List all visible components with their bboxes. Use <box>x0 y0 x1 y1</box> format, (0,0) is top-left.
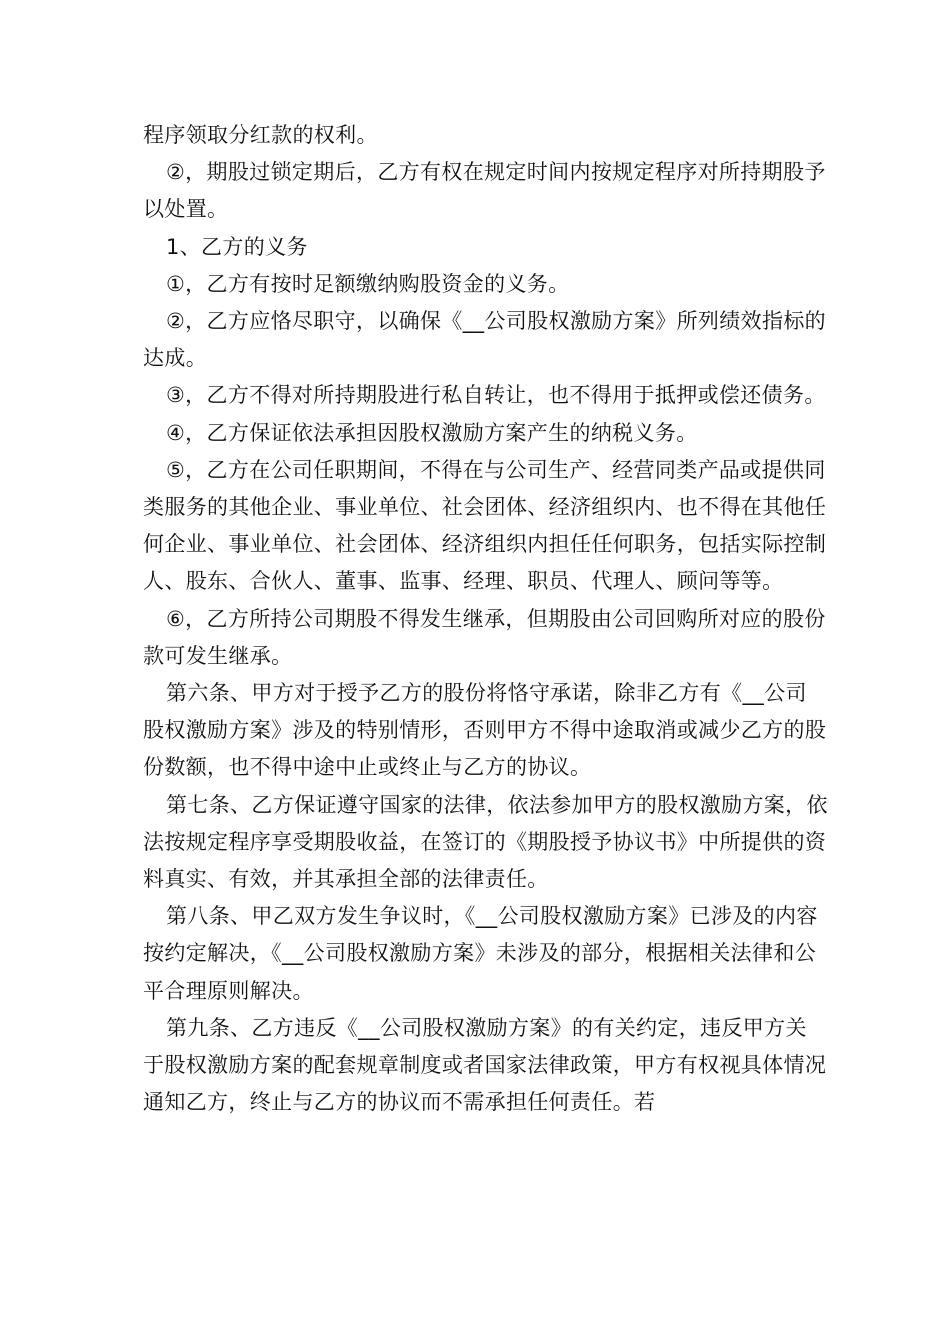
section-heading-party-b-obligations: 1、乙方的义务 <box>166 234 308 259</box>
paragraph-obligation-pay-funds: ①，乙方有按时足额缴纳购股资金的义务。 <box>166 271 570 296</box>
paragraph-article-seven: 第七条、乙方保证遵守国家的法律，依法参加甲方的股权激励方案，依法按规定程序享受期股收益，在签订的《期股授予协议书》中所提供的资料真实、有效，并其承担全部的法律责任。 <box>143 792 828 892</box>
paragraph-obligation-no-transfer: ③，乙方不得对所持期股进行私自转让，也不得用于抵押或偿还债务。 <box>166 383 826 408</box>
document-body <box>143 117 828 1121</box>
paragraph-continued-dividend-rights: 程序领取分红款的权利。 <box>143 123 378 147</box>
paragraph-article-eight: 第八条、甲乙双方发生争议时，《__公司股权激励方案》已涉及的内容按约定解决，《__公司股权激励方案》未涉及的部分，根据相关法律和公平合理原则解决。 <box>143 904 818 1003</box>
paragraph-article-nine: 第九条、乙方违反《__公司股权激励方案》的有关约定，违反甲方关于股权激励方案的配套规章制度或者国家法律政策，甲方有权视具体情况通知乙方，终止与乙方的协议而不需承担任何责任。若 <box>143 1015 827 1115</box>
paragraph-obligation-tax: ④，乙方保证依法承担因股权激励方案产生的纳税义务。 <box>166 420 698 445</box>
paragraph-article-six: 第六条、甲方对于授予乙方的股份将恪守承诺，除非乙方有《__公司股权激励方案》涉及的特别情形，否则甲方不得中途取消或减少乙方的股份数额，也不得中途中止或终止与乙方的协议。 <box>143 681 827 780</box>
paragraph-right-dispose-shares: ②，期股过锁定期后，乙方有权在规定时间内按规定程序对所持期股予以处置。 <box>143 160 826 222</box>
paragraph-obligation-noncompete: ⑤，乙方在公司任职期间，不得在与公司生产、经营同类产品或提供同类服务的其他企业、事业单位、社会团体、经济组织内、也不得在其他任何企业、事业单位、社会团体、经济组织内担任任何职务，包括实际控制人、股东、合伙人、董事、监事、经理、职员、代理人、顾问等等。 <box>143 457 827 594</box>
paragraph-obligation-inheritance: ⑥，乙方所持公司期股不得发生继承，但期股由公司回购所对应的股份款可发生继承。 <box>143 606 826 668</box>
paragraph-obligation-performance: ②，乙方应恪尽职守，以确保《__公司股权激励方案》所列绩效指标的达成。 <box>143 309 827 371</box>
